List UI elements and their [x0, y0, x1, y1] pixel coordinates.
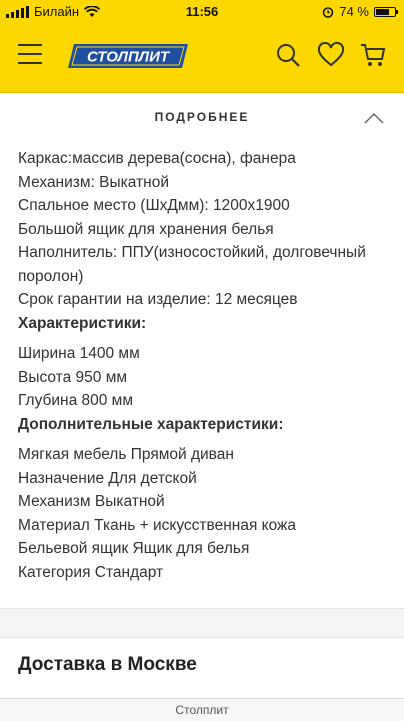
alarm-icon	[322, 6, 334, 18]
details-title: ПОДРОБНЕЕ	[154, 110, 250, 124]
spec-line: Спальное место (ШхДмм): 1200х1900	[18, 197, 290, 214]
logo-text: СТОЛПЛИТ	[86, 48, 170, 66]
characteristic-item: Высота 950 мм	[18, 368, 128, 386]
cart-icon[interactable]	[360, 42, 386, 68]
menu-icon[interactable]	[18, 44, 42, 64]
status-bar	[0, 0, 404, 24]
extra-characteristic-item: Механизм Выкатной	[18, 493, 165, 510]
battery-percent: 74 %	[339, 4, 369, 19]
spec-line: Наполнитель: ППУ(износостойкий, долговечный	[18, 244, 366, 261]
extra-characteristic-item: Категория Стандарт	[18, 563, 164, 581]
product-specs	[18, 147, 390, 584]
site-header	[0, 24, 404, 93]
heart-icon[interactable]	[318, 42, 344, 68]
characteristic-item: Глубина 800 мм	[18, 392, 133, 409]
section-divider	[0, 608, 404, 638]
browser-url-bar[interactable]: Столплит	[0, 698, 404, 721]
characteristic-item: Ширина 1400 мм	[18, 345, 140, 362]
extra-characteristic-item: Материал Ткань + искусственная кожа	[18, 516, 297, 534]
battery-icon	[374, 7, 396, 17]
extra-characteristic-item: Мягкая мебель Прямой диван	[18, 446, 234, 463]
spec-line: Каркас:массив дерева(сосна), фанера	[18, 150, 296, 167]
carrier-name: Билайн	[34, 4, 80, 19]
chevron-up-icon[interactable]	[364, 112, 384, 124]
extra-characteristics-heading: Дополнительные характеристики:	[18, 415, 284, 433]
spec-line: Срок гарантии на изделие: 12 месяцев	[18, 291, 298, 308]
search-icon[interactable]	[275, 42, 301, 68]
spec-line: поролон)	[18, 267, 84, 285]
delivery-title: Доставка в Москве	[18, 654, 197, 675]
store-logo[interactable]	[68, 42, 188, 70]
clock: 11:56	[185, 4, 219, 19]
extra-characteristic-item: Назначение Для детской	[18, 469, 197, 487]
extra-characteristic-item: Бельевой ящик Ящик для белья	[18, 540, 250, 557]
characteristics-heading: Характеристики:	[18, 314, 147, 332]
status-right	[322, 4, 396, 19]
spec-line: Большой ящик для хранения белья	[18, 220, 274, 238]
spec-line: Механизм: Выкатной	[18, 173, 169, 191]
